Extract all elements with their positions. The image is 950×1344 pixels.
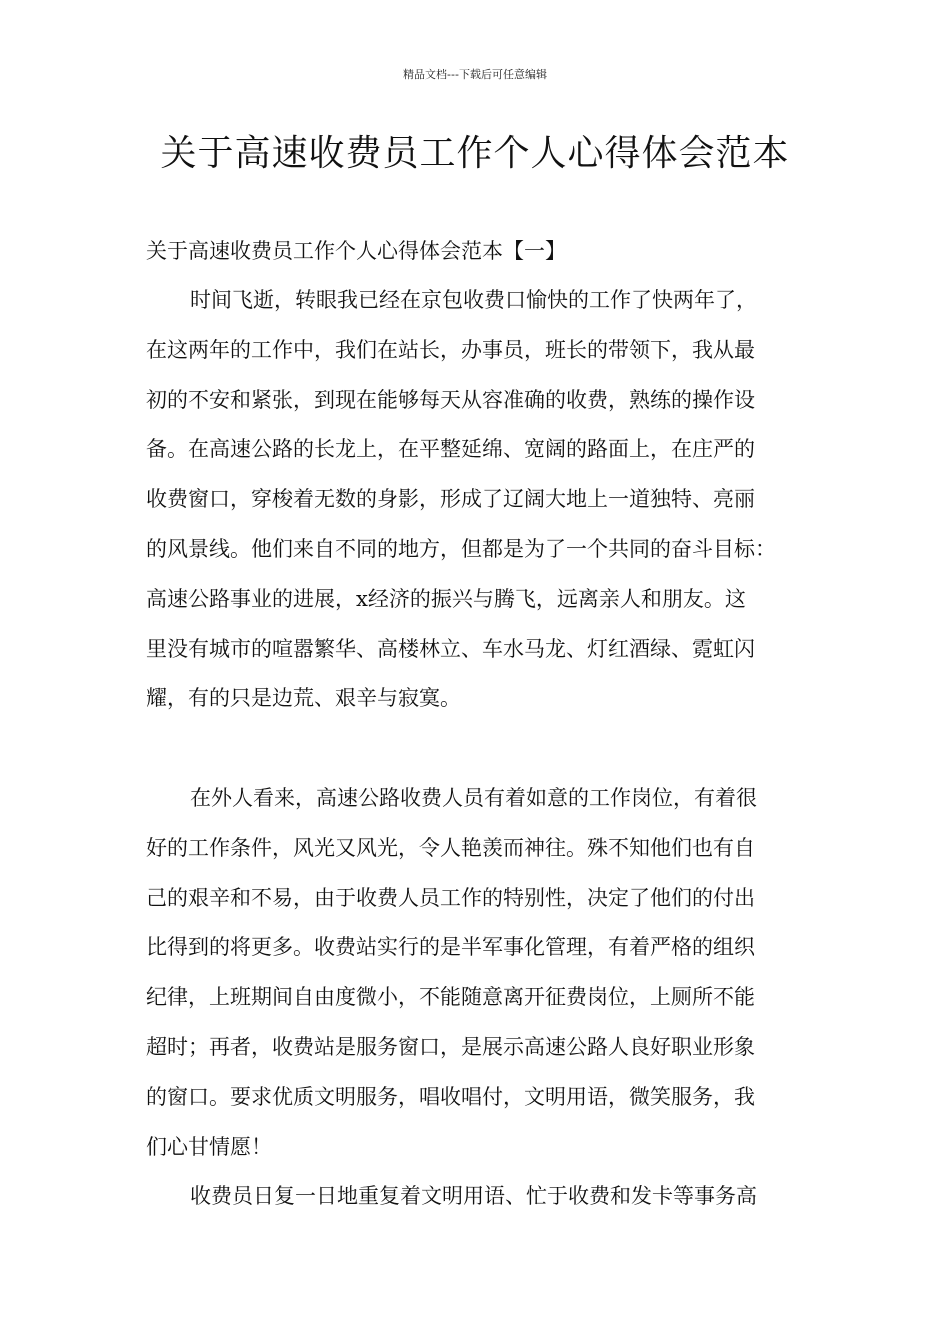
- paragraph-line: 高速公路事业的进展，x经济的振兴与腾飞，远离亲人和朋友。这: [146, 586, 746, 611]
- paragraph-line: 好的工作条件，风光又风光，令人艳羡而神往。殊不知他们也有自: [146, 835, 755, 860]
- paragraph-1: [146, 276, 826, 724]
- section-heading: 关于高速收费员工作个人心得体会范本【一】: [146, 239, 566, 263]
- paragraph-3: [146, 1172, 826, 1222]
- paragraph-line: 收费窗口，穿梭着无数的身影，形成了辽阔大地上一道独特、亮丽: [146, 487, 755, 512]
- paragraph-line: 备。在高速公路的长龙上，在平整延绵、宽阔的路面上，在庄严的: [146, 437, 755, 462]
- header-note: 精品文档---下载后可任意编辑: [403, 68, 547, 81]
- paragraph-line: 的风景线。他们来自不同的地方，但都是为了一个共同的奋斗目标：: [146, 536, 776, 561]
- paragraph-2: [146, 774, 826, 1172]
- paragraph-line: 的窗口。要求优质文明服务，唱收唱付，文明用语，微笑服务，我: [146, 1084, 755, 1109]
- paragraph-line: 收费员日复一日地重复着文明用语、忙于收费和发卡等事务高: [190, 1184, 757, 1208]
- paragraph-line: 时间飞逝，转眼我已经在京包收费口愉快的工作了快两年了，: [190, 288, 757, 312]
- paragraph-line: 己的艰辛和不易，由于收费人员工作的特别性，决定了他们的付出: [146, 885, 755, 910]
- paragraph-line: 比得到的将更多。收费站实行的是半军事化管理，有着严格的组织: [146, 935, 755, 960]
- document-title: 关于高速收费员工作个人心得体会范本: [160, 133, 790, 174]
- paragraph-line: 们心甘情愿！: [146, 1134, 272, 1159]
- paragraph-line: 初的不安和紧张，到现在能够每天从容准确的收费，熟练的操作设: [146, 387, 755, 412]
- paragraph-line: 纪律，上班期间自由度微小，不能随意离开征费岗位，上厕所不能: [146, 985, 755, 1010]
- paragraph-line: 超时；再者，收费站是服务窗口，是展示高速公路人良好职业形象: [146, 1034, 755, 1059]
- paragraph-line: 里没有城市的喧嚣繁华、高楼林立、车水马龙、灯红酒绿、霓虹闪: [146, 636, 755, 661]
- paragraph-line: 在这两年的工作中，我们在站长，办事员，班长的带领下，我从最: [146, 337, 755, 362]
- paragraph-line: 在外人看来，高速公路收费人员有着如意的工作岗位，有着很: [190, 786, 757, 810]
- paragraph-line: 耀，有的只是边荒、艰辛与寂寞。: [146, 686, 461, 711]
